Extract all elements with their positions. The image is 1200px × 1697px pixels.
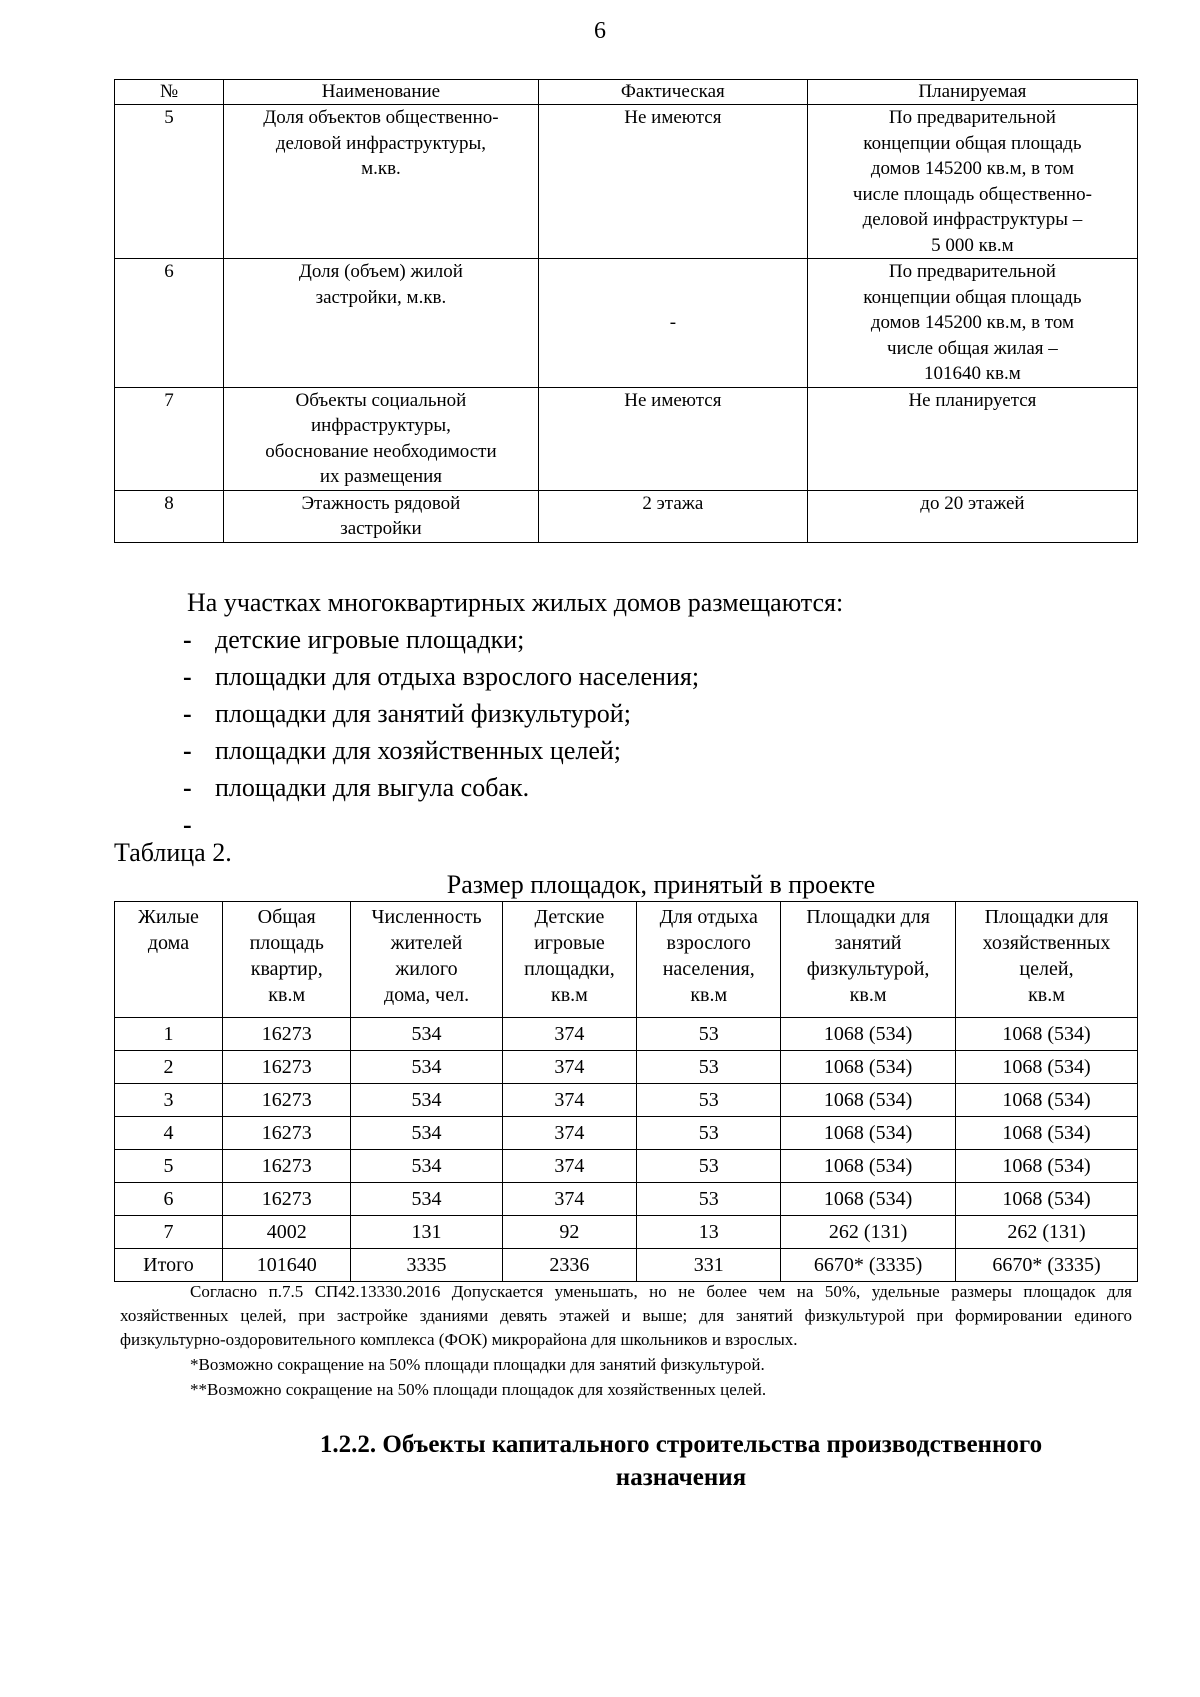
table-row: [115, 387, 1138, 490]
cell-line: 101640 кв.м: [924, 363, 1021, 384]
section-heading-line2: назначения: [615, 1464, 747, 1491]
cell-line: концепции общая площадь: [863, 286, 1082, 308]
table-cell: 1068 (534): [955, 1084, 1137, 1117]
table-cell: 1068 (534): [781, 1117, 956, 1150]
cell-line: населения,: [662, 958, 755, 980]
row-planned: [807, 387, 1137, 490]
list-item-text: площадки для хозяйственных целей;: [215, 736, 622, 765]
footnote-star1: *Возможно сокращение на 50% площади площадки для занятий физкультурой.: [190, 1355, 765, 1374]
table-header-row: [115, 80, 1138, 105]
table-cell: Итого: [115, 1249, 223, 1282]
table-cell: 1068 (534): [955, 1051, 1137, 1084]
column-header: [351, 902, 502, 1018]
cell-line: Площадки для: [984, 906, 1109, 928]
bullet-dash: -: [183, 625, 192, 654]
cell-line: домов 145200 кв.м, в том: [870, 158, 1075, 179]
facilities-list: [183, 621, 699, 843]
footnote-main: Согласно п.7.5 СП42.13330.2016 Допускается уменьшать, но не более чем на 50%, удельные размеры площадок для хозяйственных целей, при застройке зданиями девять этажей и выше; для занятий физкультурой при формировании единого физкультурно-оздоровительного комплекса (ФОК) микрорайона для школьников и взрослых.: [120, 1282, 1132, 1349]
cell-line: концепции общая площадь: [863, 132, 1082, 154]
row-name: [224, 490, 539, 542]
table-cell: 5: [115, 1150, 223, 1183]
row-actual: [538, 387, 807, 490]
row-actual: [538, 105, 807, 259]
cell-line: Площадки для: [806, 906, 930, 928]
cell-line: Не имеются: [624, 107, 722, 128]
table-cell: 374: [502, 1084, 637, 1117]
table-cell: 1068 (534): [781, 1018, 956, 1051]
cell-line: обоснование необходимости: [265, 440, 497, 462]
list-item: [183, 732, 699, 769]
table-cell: 1068 (534): [781, 1183, 956, 1216]
cell-line: м.кв.: [361, 158, 401, 179]
row-planned: [807, 259, 1137, 388]
table-row: [115, 1084, 1138, 1117]
cell-line: -: [669, 312, 677, 333]
table-cell: 4002: [222, 1216, 351, 1249]
bullet-dash: -: [183, 810, 192, 839]
table-cell: 6670* (3335): [781, 1249, 956, 1282]
cell-line: Доля объектов общественно-: [263, 107, 499, 128]
table-cell: 534: [351, 1183, 502, 1216]
table-cell: 3: [115, 1084, 223, 1117]
cell-line: площадки,: [524, 958, 615, 980]
cell-line: деловой инфраструктуры,: [275, 132, 487, 154]
cell-line: По предварительной: [888, 261, 1056, 282]
table-cell: 1068 (534): [955, 1150, 1137, 1183]
list-item: [183, 806, 699, 843]
header-number: №: [115, 80, 224, 105]
column-header: [955, 902, 1137, 1018]
cell-line: жилого: [395, 958, 458, 980]
list-item: [183, 695, 699, 732]
cell-line: инфраструктуры,: [311, 415, 451, 436]
cell-line: Не имеются: [624, 389, 722, 411]
table-cell: 53: [637, 1183, 781, 1216]
table-row: [115, 1249, 1138, 1282]
row-planned: [807, 490, 1137, 542]
row-number: 6: [115, 259, 224, 388]
cell-line: квартир,: [250, 958, 323, 980]
cell-line: По предварительной: [888, 107, 1056, 128]
cell-line: кв.м: [268, 984, 306, 1006]
table-row: [115, 490, 1138, 542]
table-cell: 262 (131): [781, 1216, 956, 1249]
table-cell: 534: [351, 1117, 502, 1150]
list-item: [183, 658, 699, 695]
list-item-text: площадки для выгула собак.: [215, 773, 530, 802]
table-cell: 16273: [222, 1051, 351, 1084]
table-cell: 1068 (534): [955, 1018, 1137, 1051]
table-cell: 374: [502, 1018, 637, 1051]
row-actual: [538, 490, 807, 542]
cell-line: Доля (объем) жилой: [298, 261, 463, 282]
header-planned: Планируемая: [807, 80, 1137, 105]
footnote-star2: **Возможно сокращение на 50% площади площадок для хозяйственных целей.: [190, 1380, 767, 1399]
cell-line: физкультурой,: [806, 958, 930, 980]
row-name: [224, 105, 539, 259]
table-cell: 1068 (534): [781, 1051, 956, 1084]
row-planned: [807, 105, 1137, 259]
table-cell: 1: [115, 1018, 223, 1051]
cell-line: Не планируется: [908, 389, 1037, 411]
table-cell: 374: [502, 1183, 637, 1216]
section-heading-line1: 1.2.2. Объекты капитального строительства производственного: [319, 1431, 1043, 1458]
cell-line: площадь: [249, 932, 324, 954]
table-cell: 53: [637, 1150, 781, 1183]
row-number: 8: [115, 490, 224, 542]
table-cell: 374: [502, 1051, 637, 1084]
table-cell: 16273: [222, 1018, 351, 1051]
table-cell: 4: [115, 1117, 223, 1150]
table-label: Таблица 2.: [114, 838, 232, 867]
cell-line: 2 этажа: [642, 492, 704, 514]
table-cell: 374: [502, 1150, 637, 1183]
bullet-dash: -: [183, 773, 192, 802]
column-header: [222, 902, 351, 1018]
table-caption: Размер площадок, принятый в проекте: [446, 870, 876, 899]
table-row: [115, 1150, 1138, 1183]
list-item: [183, 621, 699, 658]
cell-line: целей,: [1019, 958, 1074, 980]
table-cell: 2: [115, 1051, 223, 1084]
cell-line: застройки: [340, 518, 422, 539]
cell-line: взрослого: [666, 932, 751, 954]
table-row: [115, 1216, 1138, 1249]
table-cell: 92: [502, 1216, 637, 1249]
cell-line: Детские: [534, 906, 605, 928]
table-cell: 1068 (534): [955, 1183, 1137, 1216]
table-cell: 16273: [222, 1150, 351, 1183]
table-cell: 53: [637, 1117, 781, 1150]
cell-line: застройки, м.кв.: [315, 286, 447, 308]
table-cell: 13: [637, 1216, 781, 1249]
table-cell: 6: [115, 1183, 223, 1216]
table-cell: 16273: [222, 1117, 351, 1150]
cell-line: кв.м: [849, 984, 887, 1006]
cell-line: Объекты социальной: [295, 389, 467, 411]
row-name: [224, 259, 539, 388]
table-cell: 1068 (534): [955, 1117, 1137, 1150]
table-cell: 534: [351, 1150, 502, 1183]
table-cell: 262 (131): [955, 1216, 1137, 1249]
row-number: 7: [115, 387, 224, 490]
list-item: [183, 769, 699, 806]
column-header: [637, 902, 781, 1018]
cell-line: дома, чел.: [383, 984, 470, 1006]
cell-line: Этажность рядовой: [301, 492, 461, 514]
table-cell: 16273: [222, 1084, 351, 1117]
cell-line: игровые: [534, 932, 605, 954]
table-cell: 3335: [351, 1249, 502, 1282]
cell-line: занятий: [834, 932, 902, 954]
table-cell: 6670* (3335): [955, 1249, 1137, 1282]
column-header: [502, 902, 637, 1018]
table-cell: 374: [502, 1117, 637, 1150]
table-cell: 331: [637, 1249, 781, 1282]
table-cell: 53: [637, 1051, 781, 1084]
table-cell: 1068 (534): [781, 1150, 956, 1183]
cell-line: числе площадь общественно-: [852, 183, 1092, 205]
page-number: 6: [594, 18, 606, 44]
header-name: Наименование: [224, 80, 539, 105]
table-cell: 53: [637, 1084, 781, 1117]
bullet-dash: -: [183, 699, 192, 728]
indicators-table: [114, 79, 1138, 543]
table-row: [115, 259, 1138, 388]
table-cell: 131: [351, 1216, 502, 1249]
table-cell: 534: [351, 1018, 502, 1051]
column-header: [781, 902, 956, 1018]
bullet-dash: -: [183, 736, 192, 765]
bullet-dash: -: [183, 662, 192, 691]
table-row: [115, 1183, 1138, 1216]
cell-line: Общая: [257, 906, 316, 928]
table-cell: 101640: [222, 1249, 351, 1282]
cell-line: Жилые: [138, 906, 199, 928]
list-item-text: площадки для отдыха взрослого населения;: [215, 662, 700, 691]
cell-line: жителей: [390, 932, 463, 954]
cell-line: кв.м: [551, 984, 588, 1006]
table-header-row: [115, 902, 1138, 1018]
intro-paragraph: На участках многоквартирных жилых домов размещаются:: [187, 588, 844, 617]
column-header: [115, 902, 223, 1018]
cell-line: Для отдыха: [659, 906, 758, 928]
table-cell: 7: [115, 1216, 223, 1249]
row-name: [224, 387, 539, 490]
table-cell: 1068 (534): [781, 1084, 956, 1117]
cell-line: деловой инфраструктуры –: [862, 209, 1083, 230]
section-heading: [114, 1428, 1138, 1494]
table-cell: 16273: [222, 1183, 351, 1216]
cell-line: хозяйственных: [982, 932, 1111, 954]
cell-line: их размещения: [319, 466, 443, 487]
cell-line: кв.м: [690, 984, 728, 1006]
row-number: 5: [115, 105, 224, 259]
playgrounds-table: [114, 901, 1138, 1282]
table-row: [115, 1051, 1138, 1084]
table-cell: 534: [351, 1084, 502, 1117]
list-item-text: детские игровые площадки;: [215, 625, 525, 654]
cell-line: числе общая жилая –: [887, 337, 1058, 359]
table-row: [115, 1117, 1138, 1150]
table-cell: 53: [637, 1018, 781, 1051]
cell-line: дома: [147, 932, 190, 954]
table-cell: 534: [351, 1051, 502, 1084]
cell-line: до 20 этажей: [920, 492, 1025, 514]
cell-line: Численность: [371, 906, 482, 928]
list-item-text: площадки для занятий физкультурой;: [215, 699, 631, 728]
table-row: [115, 1018, 1138, 1051]
table-cell: 2336: [502, 1249, 637, 1282]
table-row: [115, 105, 1138, 259]
cell-line: домов 145200 кв.м, в том: [870, 312, 1075, 333]
header-actual: Фактическая: [538, 80, 807, 105]
cell-line: 5 000 кв.м: [931, 234, 1014, 256]
cell-line: кв.м: [1028, 984, 1065, 1006]
row-actual: [538, 259, 807, 388]
